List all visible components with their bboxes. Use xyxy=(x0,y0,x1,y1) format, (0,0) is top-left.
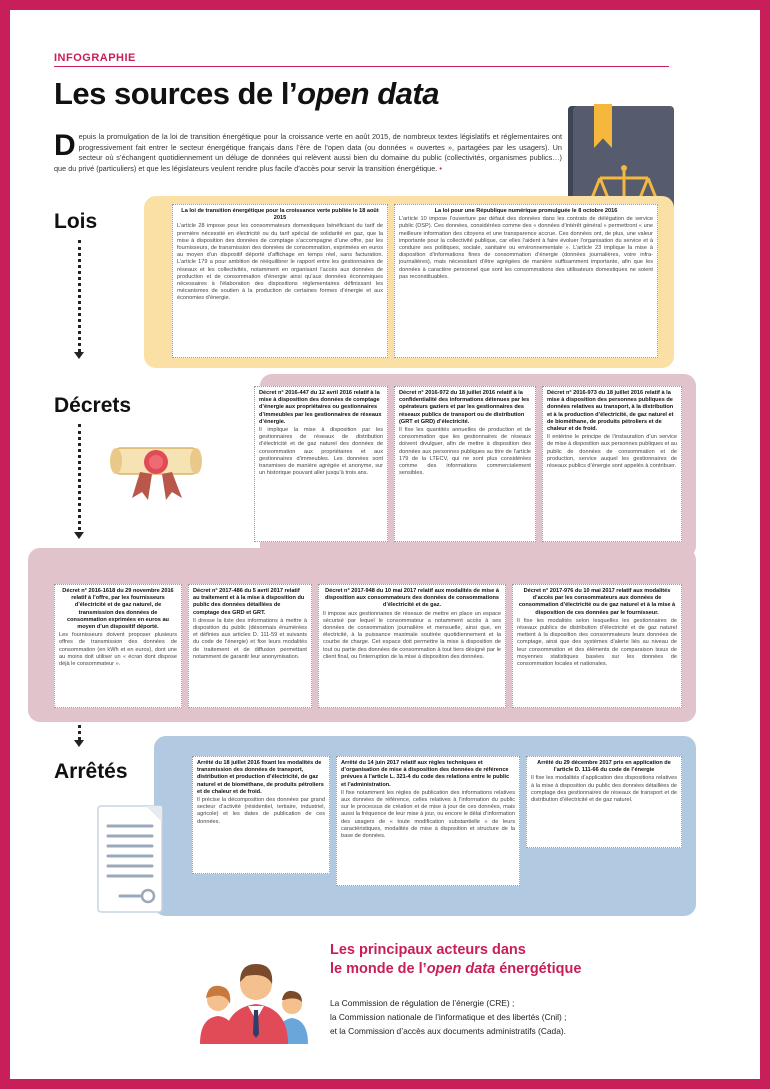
title-emphasis: open data xyxy=(297,76,439,111)
arrete-body: Il précise la décomposition des données par grand secteur d’activité (résidentiel, tertiaire, industriel, agricole) et les dates de publication de ces données. xyxy=(197,797,325,825)
section-lois-label: Lois xyxy=(54,210,98,233)
infographic-page xyxy=(10,10,760,1079)
arrete-title: Arrêté du 18 juillet 2016 fixant les modalités de transmission des données de transport, distribution et production d’électricité, de gaz naturel et de biométhane, de produits pétroliers et de chaleur et de froid. xyxy=(197,760,324,795)
decret-title: Décret n° 2016-1618 du 29 novembre 2016 relatif à l’offre, par les fournisseurs d’électricité et de gaz naturel, de transmission des données de consommation exprimées en euros au moyen d’un dispositif déporté. xyxy=(62,588,174,631)
tag-divider xyxy=(54,66,669,67)
arrete-body: Il fixe les modalités d’application des dispositions relatives à la mise à disposition du public des données détaillées de comptage des gestionnaires de réseaux de transport et de distribution d’électricité et de gaz naturel. xyxy=(531,775,677,804)
loi-body: L’article 28 impose pour les consommateurs domestiques bénéficiant du tarif de première nécessité en électricité ou du tarif spécial de solidarité en gaz, que la mise à disposition des données de comptage s’accompagne d’une offre, par les fournisseurs, de transmission des données de consommation, exprimées en euros au moyen d’un dispositif déporté d’affichage en temps réel, sans facturation. L’article 179 a pour ambition de rééquilibrer le rapport entre les gestionnaires de réseaux et les collectivités, notamment en organisant l’accès aux données de production et de consommation d’énergie ainsi qu’aux données économiques nécessaires à l’élaboration des dispositions réglementaires définissant les mécanismes de soutien à la production de certaines formes d’énergie et aux économies d’énergie. xyxy=(177,223,383,302)
arrow-down-icon xyxy=(74,740,84,747)
arrow-down-icon xyxy=(74,352,84,359)
loi-body: L’article 10 impose l’ouverture par défaut des données dans les contrats de délégation de service public (DSP). Ces données, considérées comme des « données d’intérêt général » permettront « une meilleure information des citoyens et une transparence accrue. Ces données ont, de plus, une valeur importante pour la collectivité publique, car elles l’aident à faire évoluer l’organisation du service et à conduire ses politiques, sociale, sanitaire ou environnementale ». L’article 23 implique la mise à disposition d’informations fines de consommation d’énergie (données journalières, voire infra-journalières), mais nécessitant d’être agrégées de manière suffisamment importante, afin que les données à caractère personnel que sont les consommations des utilisateurs domestiques ne soient pas reconstituables. xyxy=(399,216,653,280)
title-text: Les sources de l’ xyxy=(54,76,298,111)
actors-title-line2 xyxy=(330,960,581,979)
decret-body: Il fixe les modalités selon lesquelles les gestionnaires de réseaux publics de distribution d’électricité et de gaz naturel mettent à la disposition des consommateurs leurs données de comptage, ainsi que des systèmes d’alerte liés au niveau de leur consommation et des éléments de comparaison issus de moyennes statistiques basées sur les données de consommation locales et nationales. xyxy=(517,617,677,668)
connector-dots xyxy=(78,240,81,352)
decret-card xyxy=(254,386,388,542)
arrow-down-icon xyxy=(74,532,84,539)
intro-text: epuis la promulgation de la loi de transition énergétique pour la croissance verte en août 2015, de nombreux textes législatifs et réglementaires ont progressivement fait entrer le secteur énergétique français dans l’ère de l’open data (ou données « ouvertes », partagées par les usagers). Un secteur où s’échangent quotidiennement un déluge de données qui relèvent aussi bien du domaine du public (collectivités, organismes publics…) que du privé (particuliers) et que les législateurs veulent rendre plus facile d’accès pour servir la transition énergétique. xyxy=(54,132,562,173)
arrete-card xyxy=(336,756,520,886)
actors-title xyxy=(330,941,581,979)
section-arretes-label: Arrêtés xyxy=(54,760,128,783)
decret-card xyxy=(318,584,506,708)
loi-card xyxy=(394,204,658,358)
arrete-card xyxy=(192,756,330,874)
section-decrets-label: Décrets xyxy=(54,394,132,417)
loi-title: La loi de transition énergétique pour la croissance verte publiée le 18 août 2015 xyxy=(181,208,379,222)
decret-body: Il implique la mise à disposition par les gestionnaires de réseaux de distribution d’électricité et de gaz naturel des données de consommation aux propriétaires et aux gestionnaires d’immeubles. Les données sont transmises de manière agrégée et anonyme, sur un historique pouvant aller jusqu’à trois ans. xyxy=(259,427,383,477)
actors-title-line1: Les principaux acteurs dans xyxy=(330,942,526,958)
decret-card xyxy=(188,584,312,708)
people-icon xyxy=(196,954,316,1044)
decret-title: Décret n° 2017-486 du 5 avril 2017 relatif au traitement et à la mise à disposition du public des données détaillées de comptage des GRD et GRT. xyxy=(193,588,305,616)
decret-card xyxy=(512,584,682,708)
document-icon xyxy=(90,800,170,918)
section-tag: INFOGRAPHIE xyxy=(54,52,136,64)
decret-body: Il fixe les quantités annuelles de production et de consommation que les gestionnaires de réseaux doivent divulguer, afin de mettre à disposition des données aux personnes publiques au titre de l’article 179 de la LTECV, qui ne sont plus considérées comme des informations commercialement sensibles. xyxy=(399,427,531,477)
actors-title-post: énergétique xyxy=(495,961,582,977)
decret-title: Décret n° 2016-972 du 18 juillet 2016 relatif à la confidentialité des informations détenues par les opérateurs gaziers et par les gestionnaires des réseaux publics de transport ou de distribution (GRT et GRD) d’électricité. xyxy=(399,390,530,425)
arrete-body: Il fixe notamment les règles de publication des informations relatives aux données de référence, celles relatives à l’information du public sur le processus de création et de mise à jour de ces données, mais aussi la fréquence de leur mise à jour, ou encore le délai d’information des usagers de « toute modification substantielle » de leurs caractéristiques, modalités de mise à disposition et structure de la base de données. xyxy=(341,789,515,840)
actors-list xyxy=(330,996,566,1038)
page-title xyxy=(54,76,439,112)
decret-body: Il dresse la liste des informations à mettre à disposition du public (désormais énumérées et définies aux articles D. 111-59 et suivants du code de l’énergie) et fixe leurs modalités de traitement et de diffusion permettant notamment de garantir leur anonymisation. xyxy=(193,617,307,660)
decret-card xyxy=(394,386,536,542)
loi-card xyxy=(172,204,388,358)
actor-item: La Commission de régulation de l’énergie (CRE) ; xyxy=(330,998,515,1008)
end-dot: • xyxy=(439,163,442,173)
dropcap: D xyxy=(54,129,76,162)
decret-title: Décret n° 2016-973 du 18 juillet 2016 relatif à la mise à disposition des personnes publiques de données relatives au transport, à la distribution et à la production d’électricité, de gaz naturel et de biométhane, de produits pétroliers et de chaleur et de froid. xyxy=(547,390,674,433)
arrete-card xyxy=(526,756,682,848)
actor-item: et la Commission d’accès aux documents administratifs (Cada). xyxy=(330,1026,566,1036)
decret-card xyxy=(54,584,182,708)
decret-card xyxy=(542,386,682,542)
loi-title: La loi pour une République numérique promulguée le 8 octobre 2016 xyxy=(434,208,618,214)
decree-scroll-icon xyxy=(106,438,206,504)
decret-title: Décret n° 2016-447 du 12 avril 2016 relatif à la mise à disposition des données de comptage d’énergie aux propriétaires ou gestionnaires d’immeubles par les gestionnaires de réseaux d’énergie. xyxy=(259,390,382,425)
decret-title: Décret n° 2017-976 du 10 mai 2017 relatif aux modalités d’accès par les consommateurs aux données de consommation d’électricité ou de gaz naturel et à la mise à disposition de ces données par le fournisseur. xyxy=(518,588,676,616)
decret-body: Il entérine le principe de l’instauration d’un service de mise à disposition aux personnes publiques et au public de données de consommation et de production, service auquel les gestionnaires de réseaux publics d’énergie sont appelés à contribuer. xyxy=(547,434,677,470)
actor-item: la Commission nationale de l’informatique et des libertés (Cnil) ; xyxy=(330,1012,567,1022)
connector-dots xyxy=(78,424,81,530)
actors-title-pre: le monde de l’ xyxy=(330,961,427,977)
decret-body: Il impose aux gestionnaires de réseaux de mettre en place un espace sécurisé par lequel le consommateur a notamment accès à ses données de consommation journalière et mensuelle, ainsi que, en électricité, à la puissance maximale soutirée quotidiennement et la courbe de charge. Cet espace doit permettre la mise à disposition de tout ou partie des données de consommation à tout tiers désigné par le client final, ou l’interruption de la mise à disposition des données. xyxy=(323,610,501,660)
decret-title: Décret n° 2017-948 du 10 mai 2017 relatif aux modalités de mise à disposition aux consommateurs des données de consommations d’électricité et de gaz. xyxy=(324,588,500,609)
intro-paragraph xyxy=(54,129,562,174)
actors-title-em: open data xyxy=(426,961,496,977)
decret-body: Les fournisseurs doivent proposer plusieurs offres de transmission des données de consommation (en kWh et en euros), dont une au moins doit utiliser un « écran dont dispose déjà le consommateur ». xyxy=(59,632,177,668)
arrete-title: Arrêté du 29 décembre 2017 pris en application de l’article D. 111-66 du code de l’énergie xyxy=(537,760,671,774)
arrete-title: Arrêté du 14 juin 2017 relatif aux règles techniques et d’organisation de mise à disposition des données de référence prévues à l’article L. 321-4 du code des relations entre le public et l’administration. xyxy=(341,760,510,788)
